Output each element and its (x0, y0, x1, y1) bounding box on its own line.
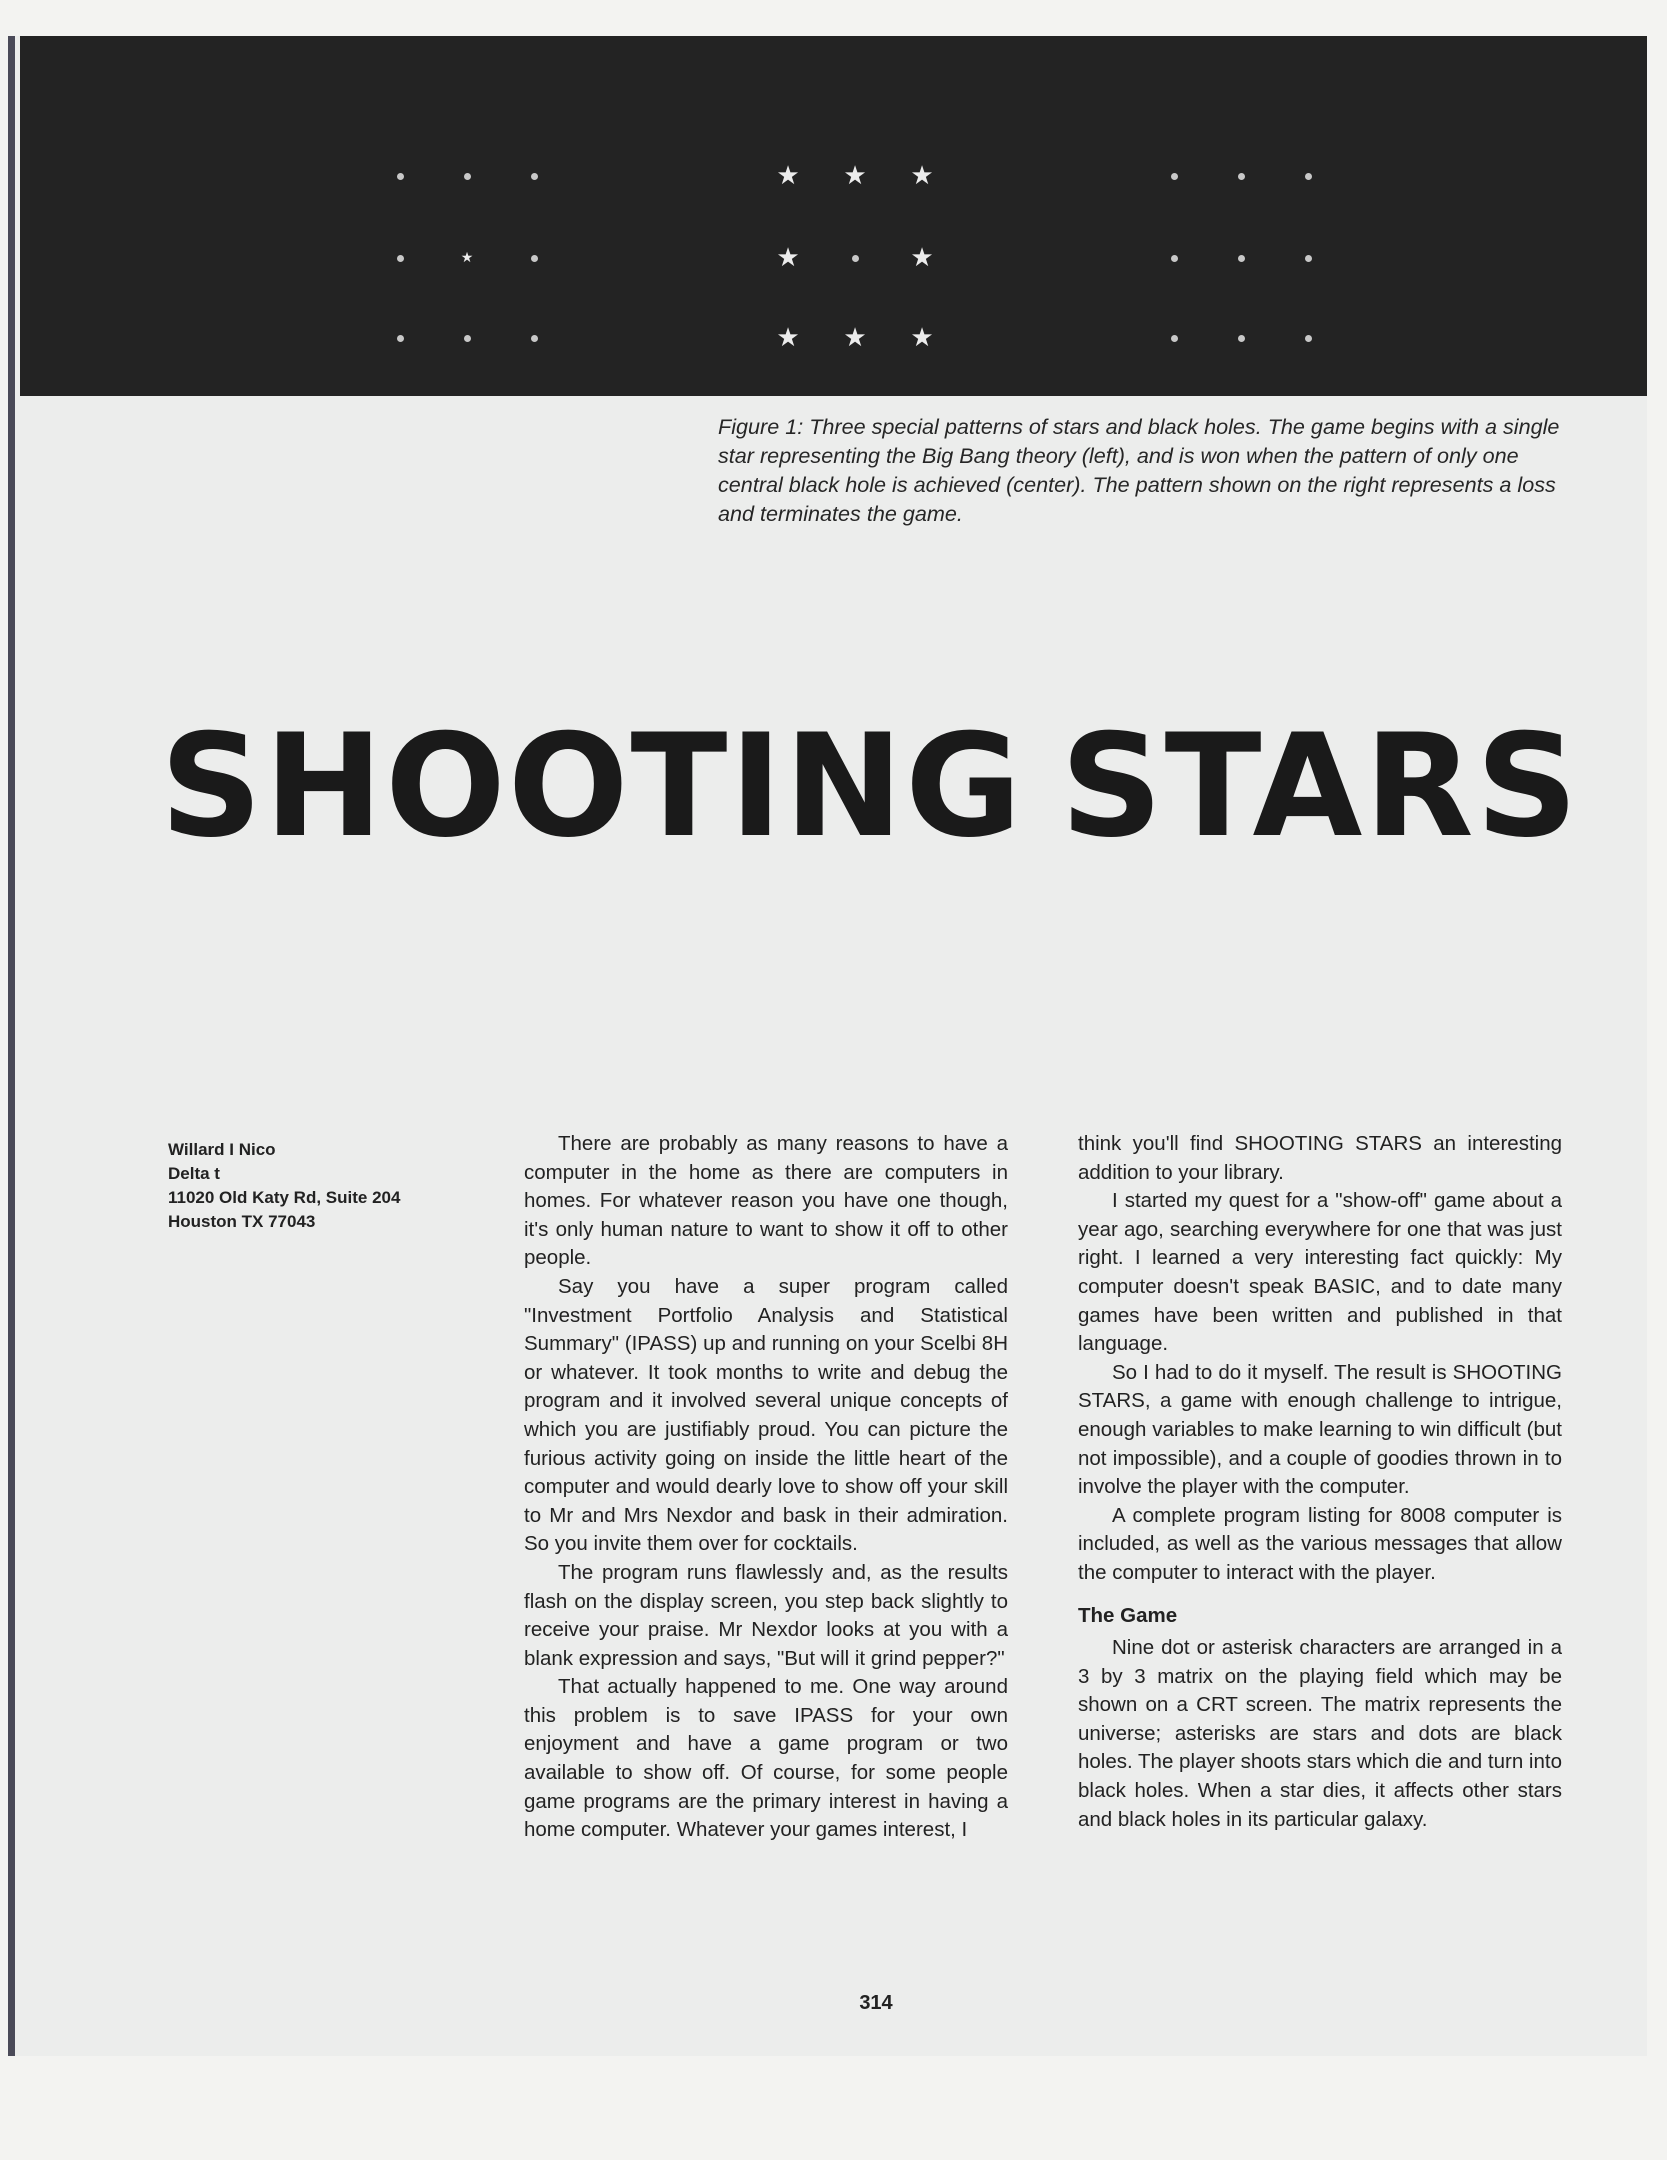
paragraph: I started my quest for a "show-off" game about a year ago, searching everywhere for one that was just right. I learned a very interesting fact quickly: My computer doesn't speak BASIC, and to date many games have been written and published in that language. (1078, 1189, 1562, 1356)
black-hole-dot (1238, 173, 1245, 180)
black-hole-dot (852, 255, 859, 262)
black-hole-dot (1171, 335, 1178, 342)
title-word-stars: STARS (1060, 704, 1580, 869)
figure-starfield (20, 36, 1647, 396)
paragraph: Say you have a super program called "Investment Portfolio Analysis and Statistical Summary" (IPASS) up and running on your Scelbi 8H or whatever. It took months to write and debug the program and it involved several unique concepts of which you are justifiably proud. You can picture the furious activity going on inside the little heart of the computer and would dearly love to show off your skill to Mr and Mrs Nexdor and bask in their admiration. So you invite them over for cocktails. (524, 1274, 1008, 1556)
star-icon: ★ (776, 243, 800, 273)
black-hole-dot (531, 173, 538, 180)
black-hole-dot (531, 335, 538, 342)
star-icon: ★ (843, 323, 867, 353)
star-icon: ★ (910, 243, 934, 273)
paragraph: A complete program listing for 8008 computer is included, as well as the various messages that allow the computer to interact with the player. (1078, 1503, 1562, 1584)
black-hole-dot (531, 255, 538, 262)
figure-caption: Figure 1: Three special patterns of stars and black holes. The game begins with a single star representing the Big Bang theory (left), and is won when the pattern of only one central black hole is achieved (center). The pattern shown on the right represents a loss and terminates the game. (718, 414, 1560, 526)
paragraph: Nine dot or asterisk characters are arranged in a 3 by 3 matrix on the playing field which may be shown on a CRT screen. The matrix represents the universe; asterisks are stars and dots are black holes. The player shoots stars which die and turn into black holes. When a star dies, it affects other stars and black holes in its particular galaxy. (1078, 1636, 1562, 1831)
paragraph: The program runs flawlessly and, as the results flash on the display screen, you step back slightly to receive your praise. Mr Nexdor looks at you with a blank expression and says, "But will it grind pepper?" (524, 1560, 1008, 1670)
star-icon: ★ (776, 161, 800, 191)
star-icon: ★ (843, 161, 867, 191)
black-hole-dot (464, 335, 471, 342)
black-hole-dot (1305, 173, 1312, 180)
paragraph-continuation: think you'll find SHOOTING STARS an interesting addition to your library. (1078, 1132, 1562, 1184)
article-title (160, 704, 1580, 869)
paragraph: There are probably as many reasons to have a computer in the home as there are computers in homes. For whatever reason you have one though, it's only human nature to want to show it off to other people. (524, 1132, 1008, 1270)
article-column-1 (524, 1130, 1008, 1845)
black-hole-dot (397, 335, 404, 342)
author-company: Delta t (168, 1164, 220, 1183)
star-icon: ★ (910, 323, 934, 353)
black-hole-dot (397, 255, 404, 262)
page-number: 314 (859, 1992, 893, 2014)
section-heading: The Game (1078, 1603, 1178, 1627)
black-hole-dot (464, 173, 471, 180)
author-city: Houston TX 77043 (168, 1212, 316, 1231)
article-column-2 (1078, 1130, 1562, 1834)
paragraph: That actually happened to me. One way around this problem is to save IPASS for your own enjoyment and have a game program or two available to show off. Of course, for some people game programs are the primary interest in having a home computer. Whatever your games interest, I (524, 1675, 1008, 1842)
black-hole-dot (1171, 255, 1178, 262)
author-street: 11020 Old Katy Rd, Suite 204 (168, 1188, 401, 1207)
black-hole-dot (1238, 255, 1245, 262)
black-hole-dot (1171, 173, 1178, 180)
black-hole-dot (1238, 335, 1245, 342)
star-icon: ★ (460, 250, 474, 266)
paragraph: So I had to do it myself. The result is SHOOTING STARS, a game with enough challenge to intrigue, enough variables to make learning to win difficult (but not impossible), and a couple of goodies thrown in to involve the player with the computer. (1078, 1360, 1562, 1499)
page-binding-edge (8, 36, 15, 2056)
black-hole-dot (397, 173, 404, 180)
black-hole-dot (1305, 255, 1312, 262)
star-icon: ★ (776, 323, 800, 353)
title-word-shooting: SHOOTING (160, 704, 1024, 869)
author-name: Willard I Nico (168, 1140, 276, 1159)
author-block (168, 1138, 488, 1234)
black-hole-dot (1305, 335, 1312, 342)
star-icon: ★ (910, 161, 934, 191)
